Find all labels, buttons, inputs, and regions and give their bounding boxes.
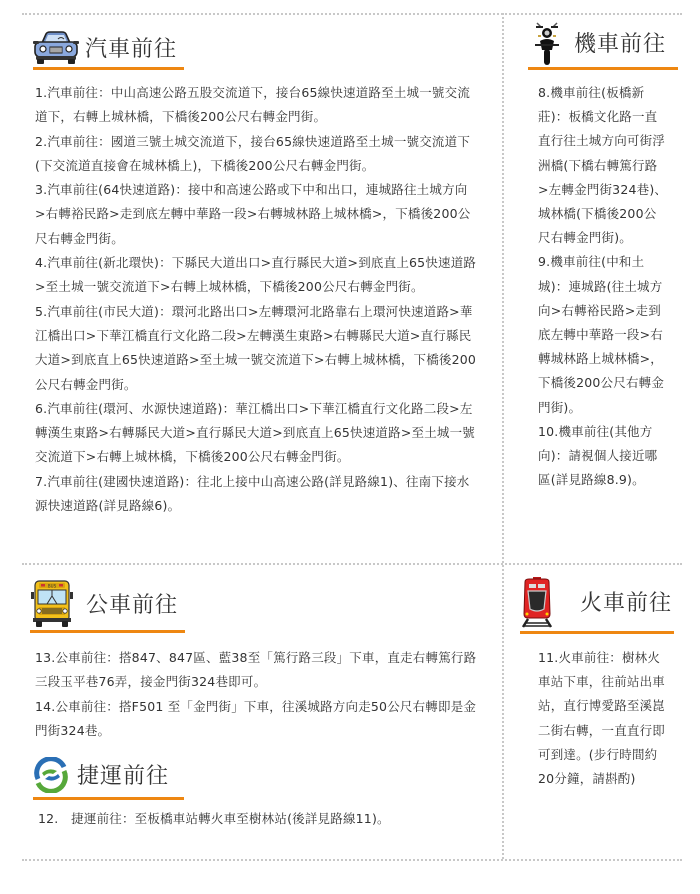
route-13: 13.公車前往：搭847、847區、藍38至「篤行路三段」下車，直走右轉篤行路三段玉平巷76弄，接金門街324巷即可。 — [35, 650, 477, 690]
car-icon — [33, 31, 79, 65]
train-heading — [520, 572, 674, 634]
route-3: 3.汽車前往(64快速道路)：接中和高速公路或下中和出口，連城路往土城方向>右轉裕民路>走到底左轉中華路一段>右轉城林路上城林橋>，下橋後200公尺右轉金門街。 — [35, 182, 471, 246]
route-6: 6.汽車前往(環河、水源快速道路)：華江橋出口>下華江橋直行文化路二段>左轉漢生東路>右轉縣民大道>直行縣民大道>到底直上65快速道路>至土城一號交流道下>右轉上城林橋，下橋後200公尺右轉金門街。 — [35, 400, 476, 465]
route-9: 9.機車前往(中和土城)：連城路(往土城方向>右轉裕民路>走到底左轉中華路一段>右轉城林路上城林橋>，下橋後200公尺右轉金門街)。 — [538, 254, 665, 415]
svg-text:BUS: BUS — [47, 583, 57, 588]
mrt-title: 捷運前往 — [77, 764, 170, 789]
route-4: 4.汽車前往(新北環快)：下縣民大道出口>直行縣民大道>到底直上65快速道路>至土城一號交流道下>右轉上城林橋，下橋後200公尺右轉金門街。 — [35, 255, 477, 295]
car-title: 汽車前往 — [85, 37, 178, 62]
bus-heading — [30, 577, 185, 633]
route-12: 12. 捷運前往：至板橋車站轉火車至樹林站(後詳見路線11)。 — [38, 811, 390, 826]
route-8: 8.機車前往(板橋新莊)：板橋文化路一直直行往土城方向可街浮洲橋(下橋右轉篤行路>左轉金門街324巷)、城林橋(下橋後200公尺右轉金門街)。 — [538, 85, 668, 246]
scooter-icon — [534, 20, 560, 66]
route-10: 10.機車前往(其他方向)：請視個人接近哪區(詳見路線8.9)。 — [538, 423, 658, 488]
route-7: 7.汽車前往(建國快速道路)：往北上接中山高速公路(詳見路線1)、往南下接水源快速道路(詳見路線6)。 — [35, 473, 470, 514]
bottom-divider — [22, 859, 682, 861]
car-routes — [35, 81, 477, 518]
car-heading — [33, 28, 184, 70]
column-divider — [502, 13, 504, 859]
route-5: 5.汽車前往(市民大道)：環河北路出口>左轉環河北路靠右上環河快速道路>華江橋出口>下華江橋直行文化路二段>左轉漢生東路>右轉縣民大道>直行縣民大道>到底直上65快速道路>至土城一號交流道下>右轉上城林橋，下橋後200公尺右轉金門街。 — [35, 303, 477, 392]
train-title: 火車前往 — [580, 591, 673, 616]
top-divider — [22, 13, 682, 15]
route-2: 2.汽車前往：國道三號土城交流道下，接台65線快速道路至土城一號交流道下(下交流道直接會在城林橋上)，下橋後200公尺右轉金門街。 — [35, 133, 471, 173]
scooter-title: 機車前往 — [574, 32, 667, 57]
mrt-logo-icon — [33, 757, 69, 793]
scooter-routes — [538, 81, 668, 492]
mrt-routes — [38, 807, 478, 831]
train-routes — [538, 646, 670, 791]
route-14: 14.公車前往：搭F501 至「金門街」下車，往溪城路方向走50公尺右轉即是金門街324巷。 — [35, 698, 477, 738]
mrt-heading — [33, 752, 184, 800]
bus-title: 公車前往 — [86, 593, 179, 618]
middle-divider — [22, 563, 682, 565]
route-11: 11.火車前往：樹林火車站下車，往前站出車站，直行博愛路至溪崑二街右轉，一直直行即可到達。(步行時間約20分鐘，請斟酌) — [538, 650, 666, 787]
train-icon — [520, 576, 554, 628]
scooter-heading — [528, 18, 678, 70]
bus-icon — [30, 580, 74, 628]
bus-routes — [35, 646, 477, 743]
route-1: 1.汽車前往：中山高速公路五股交流道下，接台65線快速道路至土城一號交流道下，右轉上城林橋，下橋後200公尺右轉金門街。 — [35, 85, 471, 125]
